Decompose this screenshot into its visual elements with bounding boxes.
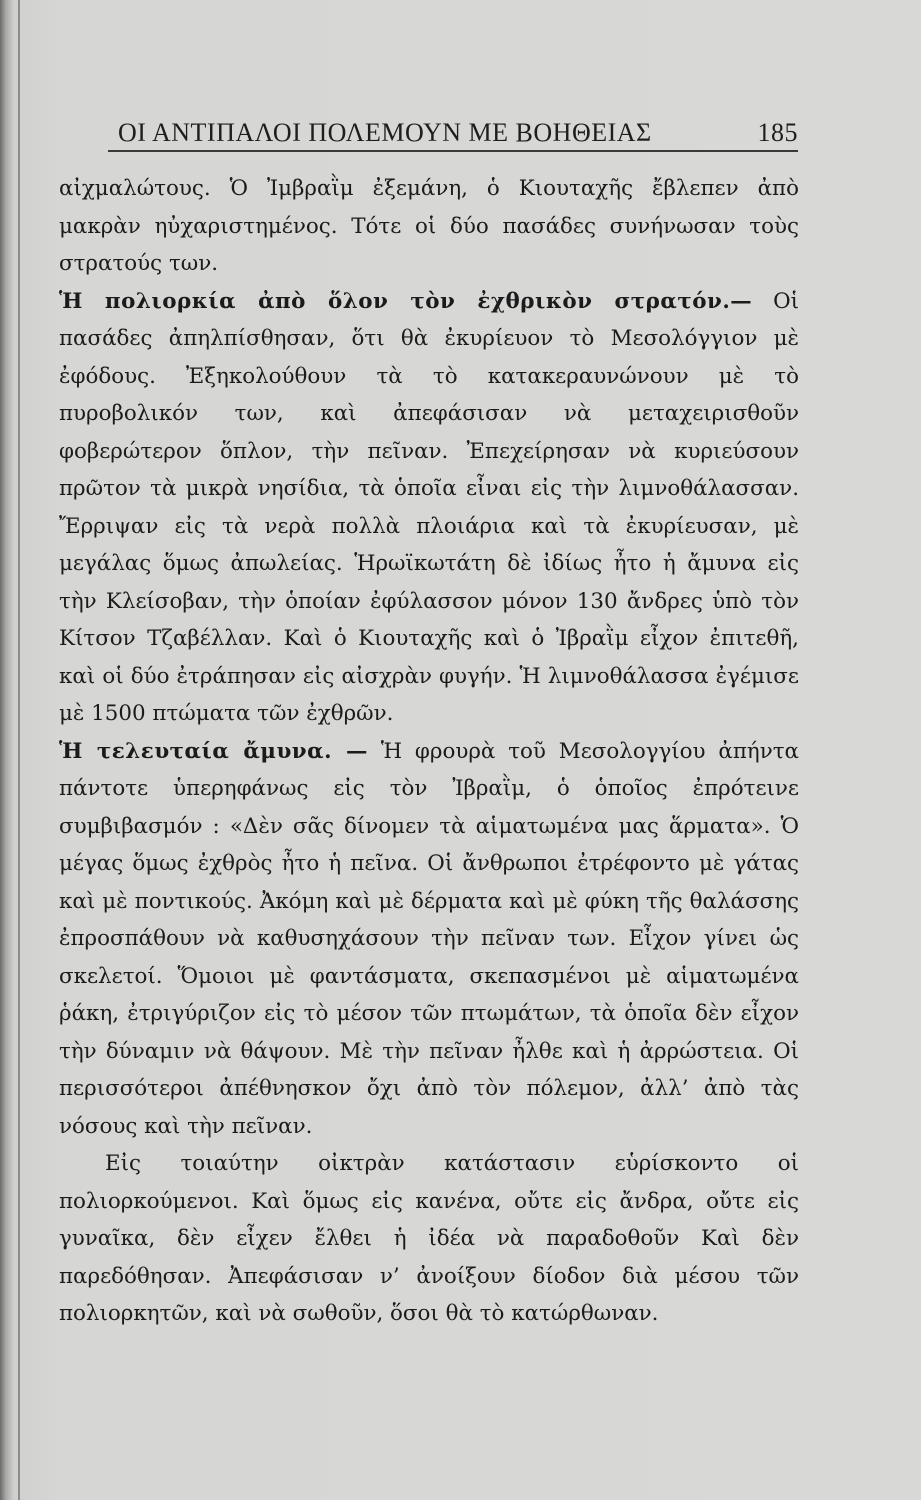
paragraph-text: Ἡ φρουρὰ τοῦ Μεσολογγίου ἀπήντα πάντοτε ὑπερηφάνως εἰς τὸν Ἰβραῒμ, ὁ ὁποῖος ἐπρότεινε συμβιβασμόν : «Δὲν σᾶς δίνομεν τὰ αἱματωμένα μας ἅρματα». Ὁ μέγας ὅμως ἐχθρὸς ἦτο ἡ πεῖνα. Οἱ ἄνθρωποι ἐτρέφοντο μὲ γάτας καὶ μὲ ποντικούς. Ἀκόμη καὶ μὲ δέρματα καὶ μὲ φύκη τῆς θαλάσσης ἐπροσπάθουν νὰ καθυσηχάσουν τὴν πεῖναν των. Εἶχον γίνει ὡς σκελετοί. Ὅμοιοι μὲ φαντάσματα, σκεπασμένοι μὲ αἱματωμένα ῥάκη, ἐτριγύριζον εἰς τὸ μέσον τῶν πτωμάτων, τὰ ὁποῖα δὲν εἶχον τὴν δύναμιν νὰ θάψουν. Μὲ τὴν πεῖναν ἦλθε καὶ ἡ ἀρρώστεια. Οἱ περισσότεροι ἀπέθνησκον ὄχι ἀπὸ τὸν πόλεμον, ἀλλ’ ἀπὸ τὰς νόσους καὶ τὴν πεῖναν.	[59, 738, 799, 1139]
paragraph-text: αἰχμαλώτους. Ὁ Ἰμβραῒμ ἐξεμάνη, ὁ Κιουταχῆς ἔβλεπεν ἀπὸ μακρὰν ηὐχαριστημένος. Τότε οἱ δύο πασάδες συνήνωσαν τοὺς στρατούς των.	[59, 176, 799, 276]
page-header	[108, 118, 798, 158]
paragraph-text: Οἱ πασάδες ἀπηλπίσθησαν, ὅτι θὰ ἐκυρίευον τὸ Μεσολόγγιον μὲ ἐφόδους. Ἐξηκολούθουν τὰ τὸ κατακεραυνώνουν μὲ τὸ πυροβολικόν των, καὶ ἀπεφάσισαν νὰ μεταχειρισθοῦν φοβερώτερον ὅπλον, τὴν πεῖναν. Ἐπεχείρησαν νὰ κυριεύσουν πρῶτον τὰ μικρὰ νησίδια, τὰ ὁποῖα εἶναι εἰς τὴν λιμνοθάλασσαν. Ἔρριψαν εἰς τὰ νερὰ πολλὰ πλοιάρια καὶ τὰ ἐκυρίευσαν, μὲ μεγάλας ὅμως ἀπωλείας. Ἡρωϊκωτάτη δὲ ἰδίως ἦτο ἡ ἄμυνα εἰς τὴν Κλείσοβαν, τὴν ὁποίαν ἐφύλασσον μόνον 130 ἄνδρες ὑπὸ τὸν Κίτσον Τζαβέλλαν. Καὶ ὁ Κιουταχῆς καὶ ὁ Ἰβραῒμ εἶχον ἐπιτεθῆ, καὶ οἱ δύο ἐτράπησαν εἰς αἰσχρὰν φυγήν. Ἡ λιμνοθάλασσα ἐγέμισε μὲ 1500 πτώματα τῶν ἐχθρῶν.	[59, 288, 799, 726]
section-heading: Ἡ τελευταία ἄμυνα. —	[59, 738, 368, 764]
page-gutter	[18, 0, 20, 1500]
paragraph	[59, 1145, 799, 1333]
body-text	[59, 170, 799, 1333]
paragraph	[59, 733, 799, 1146]
page-number: 185	[757, 118, 798, 147]
header-rule	[108, 150, 798, 152]
section-heading: Ἡ πολιορκία ἀπὸ ὅλον τὸν ἐχθρικὸν στρατόν.—	[59, 288, 753, 314]
running-head: ΟΙ ΑΝΤΙΠΑΛΟΙ ΠΟΛΕΜΟΥΝ ΜΕ ΒΟΗΘΕΙΑΣ	[118, 118, 652, 147]
paragraph-text: Εἰς τοιαύτην οἰκτρὰν κατάστασιν εὑρίσκοντο οἱ πολιορκούμενοι. Καὶ ὅμως εἰς κανένα, οὔτε εἰς ἄνδρα, οὔτε εἰς γυναῖκα, δὲν εἶχεν ἔλθει ἡ ἰδέα νὰ παραδοθοῦν Καὶ δὲν παρεδόθησαν. Ἀπεφάσισαν ν’ ἀνοίξουν δίοδον διὰ μέσου τῶν πολιορκητῶν, καὶ νὰ σωθοῦν, ὅσοι θὰ τὸ κατώρθωναν.	[59, 1151, 799, 1326]
paragraph	[59, 170, 799, 283]
paragraph	[59, 283, 799, 733]
